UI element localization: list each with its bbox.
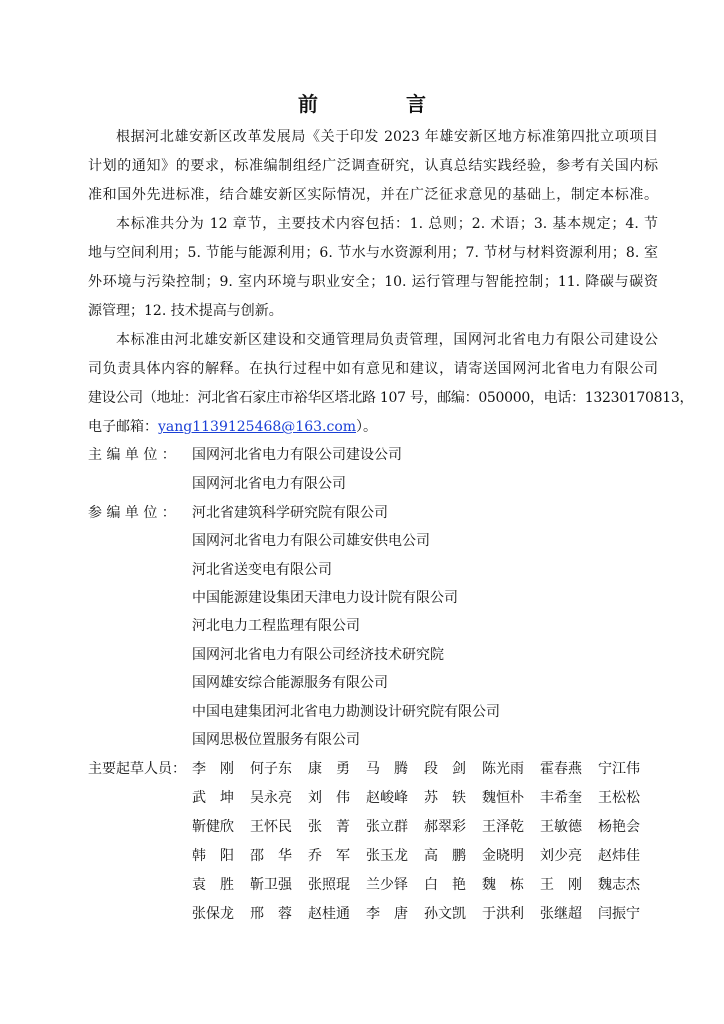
paragraph-line: 根据河北雄安新区改革发展局《关于印发 2023 年雄安新区地方标准第四批立项项目	[116, 129, 658, 145]
drafter-name: 王 刚	[540, 877, 582, 893]
drafter-name: 张照琨	[308, 877, 350, 893]
drafter-name: 段 剑	[424, 761, 466, 777]
drafter-name: 康 勇	[308, 761, 350, 777]
drafter-name: 魏志杰	[598, 877, 640, 893]
drafter-name: 杨艳会	[598, 819, 640, 835]
participating-org: 中国能源建设集团天津电力设计院有限公司	[192, 590, 458, 606]
drafter-name: 赵峻峰	[366, 790, 408, 806]
drafter-name: 苏 轶	[424, 790, 466, 806]
drafter-name: 靳卫强	[250, 877, 292, 893]
drafter-name: 魏 栋	[482, 877, 524, 893]
paragraph-line: 源管理；12. 技术提高与创新。	[88, 303, 283, 319]
chief-editor-org: 国网河北省电力有限公司	[192, 476, 346, 492]
drafter-name: 丰希奎	[540, 790, 582, 806]
drafter-name: 宁江伟	[598, 761, 640, 777]
drafter-name: 乔 军	[308, 848, 350, 864]
drafter-name: 陈光雨	[482, 761, 524, 777]
paragraph-line: 计划的通知》的要求，标准编制组经广泛调查研究，认真总结实践经验，参考有关国内标	[88, 158, 658, 174]
drafter-name: 高 鹏	[424, 848, 466, 864]
drafter-name: 武 坤	[192, 790, 234, 806]
intro-paragraph-2	[88, 210, 658, 326]
drafter-name: 韩 阳	[192, 848, 234, 864]
drafter-name: 于洪利	[482, 906, 524, 922]
drafter-name: 袁 胜	[192, 877, 234, 893]
drafter-name: 张立群	[366, 819, 408, 835]
drafter-name: 赵炜佳	[598, 848, 640, 864]
drafter-name: 王敏德	[540, 819, 582, 835]
paragraph-line: 准和国外先进标准，结合雄安新区实际情况，并在广泛征求意见的基础上，制定本标准。	[88, 187, 658, 203]
drafter-name: 霍春燕	[540, 761, 582, 777]
drafters-names	[192, 758, 658, 932]
intro-paragraph-3	[88, 326, 694, 442]
chief-editor-org: 国网河北省电力有限公司建设公司	[192, 447, 402, 463]
participating-org: 国网河北省电力有限公司雄安供电公司	[192, 533, 430, 549]
drafter-name: 金晓明	[482, 848, 524, 864]
email-prefix: 电子邮箱：	[88, 419, 158, 435]
drafter-name: 张 菁	[308, 819, 350, 835]
intro-paragraph-1	[88, 123, 658, 210]
email-link[interactable]: yang1139125468@163.com	[158, 419, 357, 435]
drafter-name: 王泽乾	[482, 819, 524, 835]
chief-editor-label: 主 编 单 位 ：	[88, 447, 176, 463]
drafter-name: 张保龙	[192, 906, 234, 922]
drafter-name: 靳健欣	[192, 819, 234, 835]
drafter-name: 郝翠彩	[424, 819, 466, 835]
paragraph-line: 地与空间利用；5. 节能与能源利用；6. 节水与水资源利用；7. 节材与材料资源利用；8. 室	[88, 245, 658, 261]
paragraph-line: 本标准由河北雄安新区建设和交通管理局负责管理，国网河北省电力有限公司建设公	[116, 332, 658, 348]
drafter-name: 李 唐	[366, 906, 408, 922]
paragraph-line: 建设公司（地址：河北省石家庄市裕华区塔北路 107 号，邮编：050000，电话：13230170813，	[88, 390, 694, 406]
participating-label: 参 编 单 位 ：	[88, 505, 176, 521]
drafter-name: 王怀民	[250, 819, 292, 835]
drafter-name: 邵 华	[250, 848, 292, 864]
drafter-name: 刘少亮	[540, 848, 582, 864]
drafter-name: 张玉龙	[366, 848, 408, 864]
paragraph-line: 司负责具体内容的解释。在执行过程中如有意见和建议，请寄送国网河北省电力有限公司	[88, 361, 658, 377]
drafter-name: 张继超	[540, 906, 582, 922]
drafter-name: 何子东	[250, 761, 292, 777]
drafter-name: 白 艳	[424, 877, 466, 893]
email-suffix: ）。	[356, 419, 378, 435]
drafter-name: 刘 伟	[308, 790, 350, 806]
participating-org: 河北省建筑科学研究院有限公司	[192, 505, 388, 521]
participating-org: 中国电建集团河北省电力勘测设计研究院有限公司	[192, 704, 500, 720]
drafter-name: 吴永亮	[250, 790, 292, 806]
participating-org: 河北电力工程监理有限公司	[192, 618, 360, 634]
participating-org: 国网雄安综合能源服务有限公司	[192, 675, 388, 691]
drafter-name: 邢 蓉	[250, 906, 292, 922]
drafter-name: 兰少铎	[366, 877, 408, 893]
drafter-name: 魏恒朴	[482, 790, 524, 806]
drafters-label: 主要起草人员：	[88, 761, 186, 777]
drafter-name: 李 刚	[192, 761, 234, 777]
paragraph-line: 本标准共分为 12 章节，主要技术内容包括：1. 总则；2. 术语；3. 基本规定；4. 节	[116, 216, 658, 232]
paragraph-line: 外环境与污染控制；9. 室内环境与职业安全；10. 运行管理与智能控制；11. 降碳与碳资	[88, 274, 658, 290]
drafter-name: 王松松	[598, 790, 640, 806]
drafter-name: 赵桂通	[308, 906, 350, 922]
drafter-name: 马 腾	[366, 761, 408, 777]
participating-org: 国网思极位置服务有限公司	[192, 732, 360, 748]
email-line	[88, 413, 658, 442]
drafter-name: 孙文凯	[424, 906, 466, 922]
page-title: 前 言	[298, 92, 460, 116]
participating-org: 河北省送变电有限公司	[192, 562, 332, 578]
participating-org: 国网河北省电力有限公司经济技术研究院	[192, 647, 444, 663]
drafter-name: 闫振宁	[598, 906, 640, 922]
